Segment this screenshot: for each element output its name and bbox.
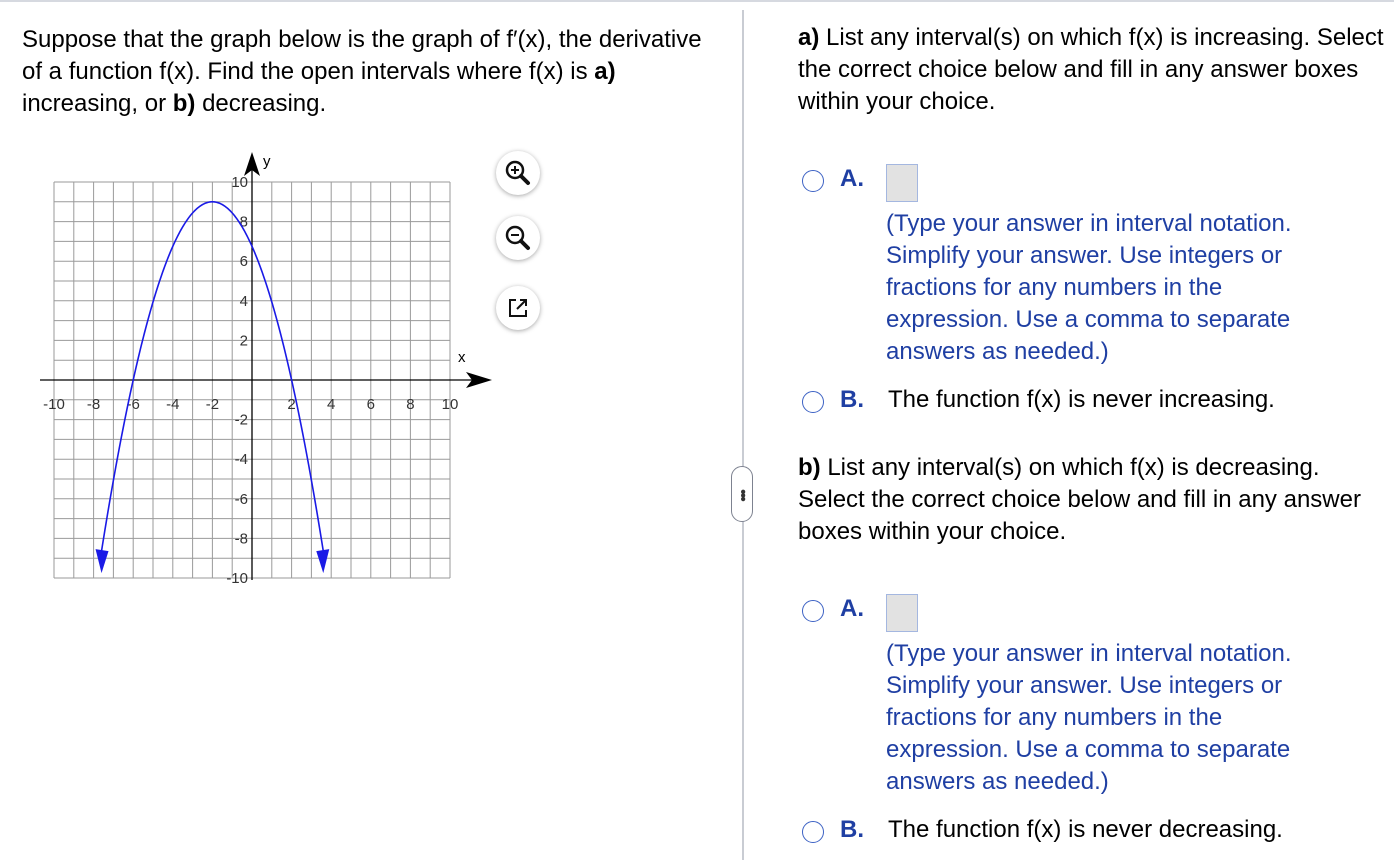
x-tick-label: -8 [86, 396, 101, 413]
part-a-choice-b-text: The function f(x) is never increasing. [888, 386, 1275, 413]
part-b-choice-b-radio[interactable] [802, 821, 824, 843]
x-tick-label: -2 [205, 396, 220, 413]
y-tick-label: 4 [239, 292, 248, 310]
question-part3: decreasing. [195, 90, 327, 117]
part-b-choice-a-radio[interactable] [802, 600, 824, 622]
more-dots-icon: ••• [734, 488, 751, 500]
part-a-answer-box[interactable] [886, 164, 918, 202]
part-a-label: a) [798, 24, 820, 51]
y-tick-label: 8 [239, 213, 248, 231]
part-a-choice-a-radio[interactable] [802, 170, 824, 192]
y-tick-label: -8 [234, 530, 248, 548]
zoom-in-button[interactable] [496, 151, 540, 195]
curve-right-arrow [316, 549, 329, 573]
part-a-choice-a-hint: (Type your answer in interval notation. Simplify your answer. Use integers or fractions for any numbers in the expression. Use a comma to separate answers as needed.) [886, 210, 1292, 365]
x-tick-label: -4 [166, 396, 180, 413]
y-tick-label: -4 [234, 451, 248, 469]
part-b-choice-b-text: The function f(x) is never decreasing. [888, 816, 1283, 843]
panel-divider [742, 10, 744, 860]
y-tick-label: -10 [226, 570, 248, 587]
part-b-choice-b-letter: B. [840, 816, 864, 843]
part-a-prompt [798, 22, 1388, 118]
y-tick-label: -2 [234, 411, 248, 429]
open-external-icon [496, 286, 540, 330]
derivative-graph [0, 140, 560, 600]
part-b-choice-a-letter: A. [840, 595, 864, 622]
y-tick-label: 6 [239, 253, 248, 271]
part-a-prompt-text: List any interval(s) on which f(x) is increasing. Select the correct choice below and fill in any answer boxes within your choice. [798, 24, 1384, 115]
y-tick-label: -6 [234, 490, 248, 508]
y-axis-label: y [263, 153, 271, 170]
question-part2: increasing, or [22, 90, 173, 117]
part-b-prompt [798, 452, 1388, 548]
part-a-choice-b-radio[interactable] [802, 391, 824, 413]
x-tick-label: 6 [366, 396, 375, 413]
part-b-choice-a-hint: (Type your answer in interval notation. Simplify your answer. Use integers or fractions for any numbers in the expression. Use a comma to separate answers as needed.) [886, 640, 1292, 795]
zoom-out-button[interactable] [496, 216, 540, 260]
part-a-choice-a-letter: A. [840, 165, 864, 192]
question-part1: Suppose that the graph below is the graph of f′(x), the derivative of a function f(x). Find the open intervals where f(x) is [22, 26, 702, 85]
question-a-label: a) [594, 58, 616, 85]
y-tick-label: 10 [231, 174, 248, 191]
zoom-in-icon [496, 151, 540, 195]
x-tick-label: 2 [287, 396, 296, 413]
open-external-button[interactable] [496, 286, 540, 330]
x-axis-label: x [458, 349, 466, 366]
part-b-prompt-text: List any interval(s) on which f(x) is decreasing. Select the correct choice below and fill in any answer boxes within your choice. [798, 454, 1361, 545]
x-tick-label: 8 [406, 396, 415, 413]
part-a-choice-b-letter: B. [840, 386, 864, 413]
part-b-label: b) [798, 454, 821, 481]
question-b-label: b) [172, 90, 196, 117]
question-text [22, 24, 722, 120]
part-b-answer-box[interactable] [886, 594, 918, 632]
x-tick-label: -6 [126, 396, 140, 413]
y-tick-label: 2 [239, 332, 248, 350]
x-tick-label: 4 [327, 396, 336, 413]
curve-left-arrow [96, 549, 109, 573]
x-tick-label: -10 [43, 396, 65, 413]
panel-resize-handle[interactable] [731, 466, 753, 522]
zoom-out-icon [496, 216, 540, 260]
x-tick-label: 10 [441, 396, 459, 413]
